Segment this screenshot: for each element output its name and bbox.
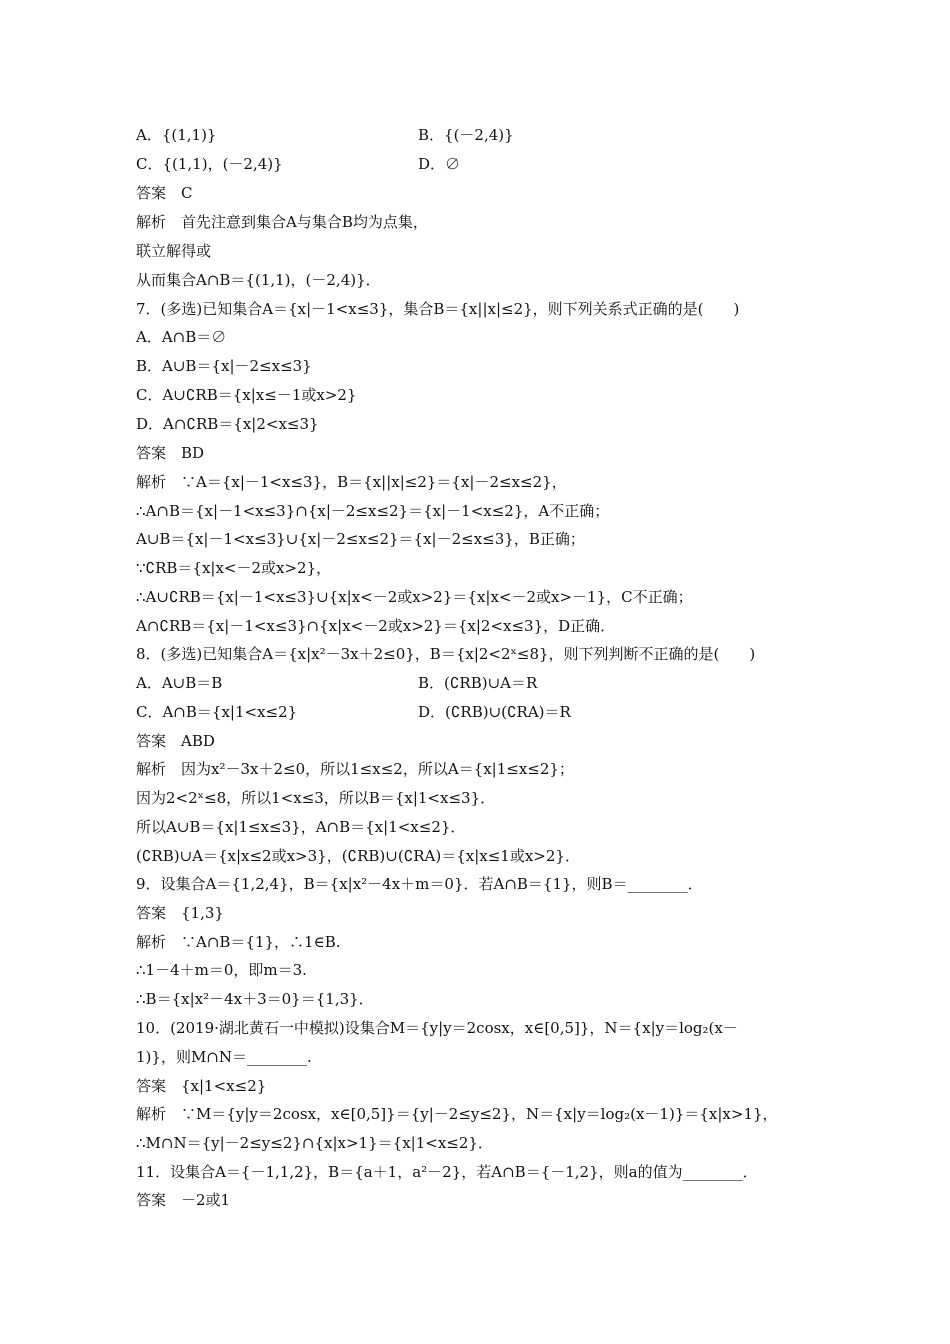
analysis-line: 解析 ∵A＝{x|－1<x≤3}，B＝{x||x|≤2}＝{x|－2≤x≤2}， xyxy=(136,473,567,491)
text-line: ∴A∪∁RB＝{x|－1<x≤3}∪{x|x<－2或x>2}＝{x|x<－2或x>－1}，C不正确； xyxy=(136,588,693,606)
option-c: C．A∪∁RB＝{x|x≤－1或x>2} xyxy=(136,386,357,404)
answer-line: 答案 －2或1 xyxy=(136,1191,231,1209)
answer-line: 答案 ABD xyxy=(136,732,215,750)
analysis-line: 解析 ∵A∩B＝{1}，∴1∈B. xyxy=(136,933,341,951)
option-c: C．A∩B＝{x|1<x≤2} xyxy=(136,703,298,721)
option-a: A．{(1,1)} xyxy=(136,126,217,144)
option-a: A．A∪B＝B xyxy=(136,674,223,692)
option-d: D．(∁RB)∪(∁RA)＝R xyxy=(418,703,571,721)
text-line: 联立解得或 xyxy=(136,242,212,260)
text-line: 从而集合A∩B＝{(1,1)，(－2,4)}． xyxy=(136,271,381,289)
text-line: 因为2<2ˣ≤8，所以1<x≤3，所以B＝{x|1<x≤3}． xyxy=(136,789,496,807)
answer-line: 答案 C xyxy=(136,184,193,202)
text-line: ∵∁RB＝{x|x<－2或x>2}， xyxy=(136,559,332,577)
text-line: ∴1－4＋m＝0，即m＝3. xyxy=(136,961,307,979)
text-line: 所以A∪B＝{x|1≤x≤3}，A∩B＝{x|1<x≤2}． xyxy=(136,818,466,836)
question-11: 11．设集合A＝{－1,1,2}，B＝{a＋1，a²－2}，若A∩B＝{－1,2}，则a的值为________． xyxy=(136,1163,758,1181)
analysis-line: 解析 首先注意到集合A与集合B均为点集， xyxy=(136,213,428,231)
text-line: ∴A∩B＝{x|－1<x≤3}∩{x|－2≤x≤2}＝{x|－1<x≤2}，A不正确； xyxy=(136,502,610,520)
analysis-line: 解析 因为x²－3x＋2≤0，所以1≤x≤2，所以A＝{x|1≤x≤2}； xyxy=(136,760,574,778)
question-8: 8．(多选)已知集合A＝{x|x²－3x＋2≤0}，B＝{x|2<2ˣ≤8}，则下列判断不正确的是( ) xyxy=(136,645,756,663)
option-d: D．∅ xyxy=(418,155,461,173)
question-10: 10．(2019·湖北黄石一中模拟)设集合M＝{y|y＝2cosx，x∈[0,5]}，N＝{x|y＝log₂(x－ xyxy=(136,1019,738,1037)
text-line: A∪B＝{x|－1<x≤3}∪{x|－2≤x≤2}＝{x|－2≤x≤3}，B正确； xyxy=(136,530,585,548)
text-line: ∴M∩N＝{y|－2≤y≤2}∩{x|x>1}＝{x|1<x≤2}． xyxy=(136,1134,493,1152)
answer-line: 答案 BD xyxy=(136,444,205,462)
answer-line: 答案 {x|1<x≤2} xyxy=(136,1077,267,1095)
option-b: B．A∪B＝{x|－2≤x≤3} xyxy=(136,357,312,375)
answer-line: 答案 {1,3} xyxy=(136,904,224,922)
question-7: 7．(多选)已知集合A＝{x|－1<x≤3}，集合B＝{x||x|≤2}，则下列关系式正确的是( ) xyxy=(136,300,740,318)
option-b: B．(∁RB)∪A＝R xyxy=(418,674,538,692)
text-line: (∁RB)∪A＝{x|x≤2或x>3}，(∁RB)∪(∁RA)＝{x|x≤1或x>2}． xyxy=(136,847,580,865)
option-d: D．A∩∁RB＝{x|2<x≤3} xyxy=(136,415,319,433)
analysis-line: 解析 ∵M＝{y|y＝2cosx，x∈[0,5]}＝{y|－2≤y≤2}，N＝{x|y＝log₂(x－1)}＝{x|x>1}， xyxy=(136,1105,778,1123)
text-line: ∴B＝{x|x²－4x＋3＝0}＝{1,3}． xyxy=(136,990,374,1008)
text-line: A∩∁RB＝{x|－1<x≤3}∩{x|x<－2或x>2}＝{x|2<x≤3}，D正确． xyxy=(136,617,616,635)
question-10-cont: 1)}，则M∩N＝________. xyxy=(136,1048,312,1066)
option-a: A．A∩B＝∅ xyxy=(136,328,227,346)
question-9: 9．设集合A＝{1,2,4}，B＝{x|x²－4x＋m＝0}．若A∩B＝{1}，则B＝________． xyxy=(136,875,703,893)
option-b: B．{(－2,4)} xyxy=(418,126,514,144)
option-c: C．{(1,1)，(－2,4)} xyxy=(136,155,283,173)
